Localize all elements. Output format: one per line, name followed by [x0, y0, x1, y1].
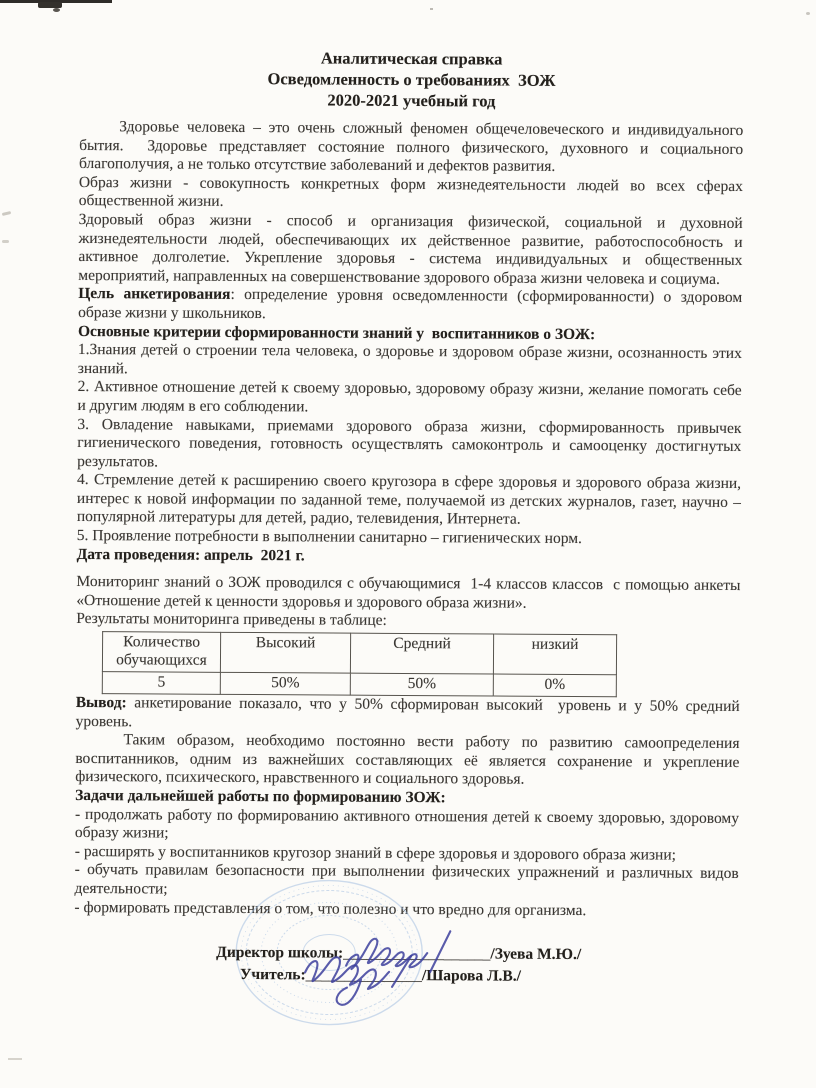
director-label: Директор школы:	[216, 943, 344, 962]
table-header-row	[102, 632, 616, 675]
table-header-medium: Средний	[350, 633, 493, 674]
document-year: 2020-2021 учебный год	[327, 90, 496, 111]
goal-label: Цель анкетирования	[78, 285, 231, 304]
scan-artifact	[53, 8, 60, 12]
criteria-item-5: 5. Проявление потребности в выполнении санитарно – гигиенических норм.	[76, 527, 582, 548]
director-signature-line: ___________________	[343, 944, 491, 963]
teacher-signature-line: _______________	[305, 966, 422, 985]
table-header-low: низкий	[493, 634, 616, 675]
teacher-name: /Шарова Л.В./	[421, 967, 521, 985]
director-name: /Зуева М.Ю./	[490, 945, 582, 964]
criteria-item-4: 4. Стремление детей к расширению своего кругозора в сфере здоровья и здорового образа жизни, интерес к новой информации по заданной теме, получаемой из детских журналов, газет, научно – популярной литературы для детей, радио, телевидения, Интернета.	[76, 471, 742, 529]
task-item-3: - обучать правилам безопасности при выполнении физических упражнений и различных видов деятельности;	[74, 861, 739, 898]
results-table	[102, 631, 617, 697]
teacher-signature	[300, 948, 432, 1011]
conclusion-label: Вывод:	[75, 693, 127, 712]
table-cell-low: 0%	[493, 674, 616, 697]
goal-paragraph	[78, 285, 742, 326]
signature-block	[74, 941, 738, 989]
task-item-1: - продолжать работу по формированию активного отношения детей к своему здоровью, здоровому образу жизни;	[74, 805, 740, 842]
task-item-2: - расширять у воспитанников кругозор знаний в сфере здоровья и здорового образа жизни;	[74, 842, 677, 864]
scan-artifact	[806, 12, 810, 15]
tasks-heading: Задачи дальнейшей работы по формированию ЗОЖ:	[75, 786, 446, 807]
table-cell-medium: 50%	[350, 673, 493, 696]
table-header-count: Количество обучающихся	[102, 632, 220, 673]
document-title-block	[79, 46, 743, 113]
criteria-heading: Основные критерии сформированности знаний у воспитанников о ЗОЖ:	[77, 322, 596, 343]
document-subtitle: Осведомленность о требованиях ЗОЖ	[267, 69, 556, 90]
goal-text: : определение уровня осведомленности (сформированности) о здоровом образе жизни у школьников.	[78, 286, 743, 323]
monitoring-paragraph: Мониторинг знаний о ЗОЖ проводился с обучающимися 1-4 классов классов с помощью анкеты «Отношение детей к ценности здоровья и здорового образа жизни».	[76, 573, 741, 612]
intro-paragraph-1: Здоровье человека – это очень сложный феномен общечеловеческого и индивидуального бытия. Здоровье представляет состояние полного физического, духовного и социального благополучия, а не только отсутствие заболеваний и дефектов развития.	[78, 118, 744, 176]
criteria-item-2: 2. Активное отношение детей к своему здоровью, здоровому образу жизни, желание помогать себе и другим людям в его соблюдении.	[77, 378, 742, 416]
conclusion-text: анкетирование показало, что у 50% сформирован высокий уровень и у 50% средний уровень.	[75, 694, 740, 730]
table-header-high: Высокий	[220, 632, 350, 673]
table-cell-count: 5	[102, 672, 220, 695]
date-line: Дата проведения: апрель 2021 г.	[76, 545, 305, 565]
summary-paragraph: Таким образом, необходимо постоянно вести работу по развитию самоопределения воспитанников, одним из важнейших составляющих её является сохранение и укрепление физического, психического, нравственного и социального здоровья.	[75, 731, 740, 789]
scan-artifact	[430, 8, 433, 10]
criteria-item-1: 1.Знания детей о строении тела человека, о здоровье и здоровом образе жизни, осознанность этих знаний.	[77, 341, 742, 377]
table-row	[102, 672, 616, 697]
document-title: Аналитическая справка	[320, 48, 503, 69]
conclusion-paragraph	[76, 694, 740, 735]
document-content	[74, 46, 744, 989]
scan-artifact	[8, 1058, 22, 1060]
table-cell-high: 50%	[220, 672, 350, 695]
intro-paragraph-3: Здоровый образ жизни - способ и организация физической, социальной и духовной жизнедеятельности людей, обеспечивающих их действенное развитие, работоспособность и активное долголетие. Укрепление здоровья - система индивидуальных и общественных мероприятий, направленных на совершенствование здорового образа жизни человека и социума.	[78, 210, 743, 288]
scan-artifact	[2, 240, 9, 243]
scan-artifact	[2, 211, 11, 216]
criteria-item-3: 3. Овладение навыками, приемами здорового образа жизни, сформированность привычек гигиенического поведения, готовность осуществлять самоконтроль и самооценку достигнутых результатов.	[77, 415, 742, 471]
task-item-4: - формировать представления о том, что полезно и что вредно для организма.	[74, 898, 587, 919]
scan-artifact	[38, 2, 62, 8]
teacher-label: Учитель:	[240, 966, 306, 984]
intro-paragraph-2: Образ жизни - совокупность конкретных форм жизнедеятельности людей во всех сферах общественной жизни.	[78, 173, 743, 211]
results-line: Результаты мониторинга приведены в таблице:	[76, 610, 387, 630]
